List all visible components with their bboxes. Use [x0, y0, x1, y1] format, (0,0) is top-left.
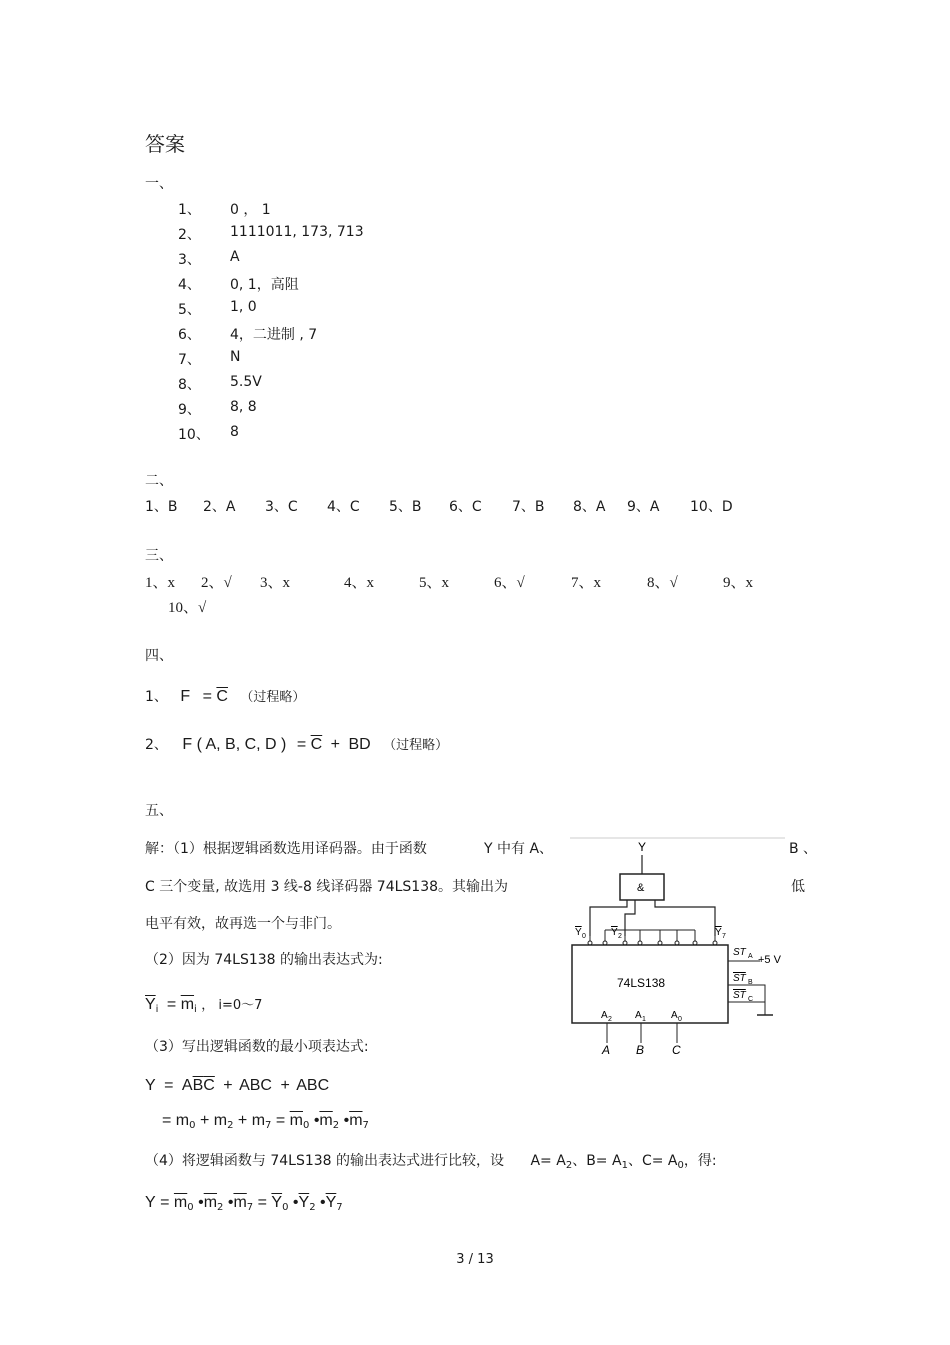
- eq4-eq2: =: [257, 1194, 267, 1211]
- section-1-item-answer: 0, 1，高阻: [230, 277, 299, 293]
- label-a2-sub: 2: [608, 1016, 612, 1023]
- s5-para6c-sub: 1: [621, 1160, 628, 1171]
- section-3-heading: 三、: [145, 548, 173, 564]
- section-2-item: 10、D: [690, 499, 733, 515]
- q1-note: （过程略）: [240, 690, 306, 705]
- section-3-item: 5、x: [419, 575, 450, 591]
- eq4-dot2: •: [227, 1194, 234, 1211]
- s5-para6: [145, 1150, 717, 1171]
- eq4-eq1: =: [160, 1194, 170, 1211]
- eq3b-plus2: +: [237, 1112, 248, 1129]
- eq-yi-tail: ， i=0～7: [201, 998, 263, 1013]
- decoder-output-pins: [588, 930, 717, 945]
- eq-minterm-line1: [145, 1077, 329, 1095]
- s5-para3: 电平有效，故再选一个与非门。: [145, 916, 341, 932]
- eq3b-eq2: =: [275, 1112, 286, 1129]
- eq3b-m2: m: [213, 1112, 228, 1129]
- eq3b-eq: =: [162, 1112, 172, 1129]
- eq3b-s0: 0: [189, 1120, 196, 1131]
- section-1-item-answer: 4，二进制 , 7: [230, 327, 318, 343]
- eq3b-plus1: +: [199, 1112, 210, 1129]
- eq4-m0: $\overline{m}$: [173, 1194, 188, 1211]
- section-1-item-num: 8、: [178, 377, 201, 393]
- eq3-plus1: +: [223, 1077, 233, 1094]
- section-4-q1: [145, 686, 305, 706]
- eq-minterm-line2: [162, 1112, 369, 1131]
- decoder-circuit-diagram: [565, 835, 790, 1060]
- section-1-item-num: 3、: [178, 252, 201, 268]
- section-3-item: 6、√: [494, 575, 525, 591]
- input-a-label: A: [602, 1043, 611, 1057]
- section-1-item-answer: A: [230, 249, 240, 265]
- section-2-item: 3、C: [265, 499, 298, 515]
- label-a0-sub: 0: [678, 1016, 682, 1023]
- eq-yi-rhs: $\overline{m}$: [180, 996, 195, 1013]
- q2-lhs: F ( A, B, C, D ): [182, 736, 287, 753]
- st-a-label: ST: [733, 947, 746, 958]
- q2-eq: =: [296, 736, 307, 753]
- s5-para1c: B 、: [789, 841, 818, 857]
- eq-yi-sub: i: [155, 1004, 159, 1015]
- eq3b-dot1: •: [313, 1112, 320, 1129]
- eq3-t1a: A: [181, 1077, 193, 1094]
- eq-yi-lhs: $\overline{Y}$: [145, 996, 156, 1013]
- eq3-t1c: $\overline{C}$: [203, 1077, 215, 1094]
- section-3-item: 3、x: [260, 575, 291, 591]
- eq4-y0: $\overline{Y}$: [271, 1194, 283, 1211]
- eq3b-nm0: $\overline{m}$: [289, 1112, 303, 1129]
- eq4-y2-sub: 2: [309, 1202, 316, 1213]
- label-a2: A: [601, 1010, 608, 1021]
- eq3b-ns0: 0: [302, 1120, 310, 1131]
- input-c-label: C: [672, 1043, 681, 1057]
- page-title: 答案: [145, 132, 185, 156]
- label-y0-sub: 0: [582, 933, 586, 940]
- s5-para6c: 、B= A: [572, 1153, 622, 1169]
- eq4-y7: $\overline{Y}$: [325, 1194, 337, 1211]
- eq3-plus2: +: [280, 1077, 290, 1094]
- eq-yi-eq: =: [166, 996, 177, 1013]
- eq3-t3: ABC: [296, 1077, 330, 1094]
- s5-para2a: C 三个变量, 故选用 3 线-8 线译码器 74LS138。其输出为: [145, 879, 509, 895]
- section-1-item-num: 9、: [178, 402, 201, 418]
- s5-para6d-sub: 0: [677, 1160, 684, 1171]
- section-1-item-answer: 1, 0: [230, 299, 257, 315]
- section-1-item-num: 1、: [178, 202, 201, 218]
- eq3b-nm2: $\overline{m}$: [319, 1112, 333, 1129]
- section-1-item-answer: N: [230, 349, 241, 365]
- section-3-item: 8、√: [647, 575, 678, 591]
- eq4-s0: 0: [187, 1202, 194, 1213]
- label-a1: A: [635, 1010, 642, 1021]
- nand-gate-symbol: &: [637, 882, 645, 894]
- eq4-m7: $\overline{m}$: [233, 1194, 247, 1211]
- q2-rhs2: BD: [348, 736, 371, 753]
- q2-num: 2、: [145, 737, 168, 753]
- q1-eq: =: [202, 688, 212, 705]
- section-1-item-num: 2、: [178, 227, 201, 243]
- eq3-t2: ABC: [239, 1077, 272, 1094]
- section-3-item: 9、x: [723, 575, 754, 591]
- label-y7-sub: 7: [722, 933, 726, 940]
- st-a-sub: A: [748, 953, 753, 960]
- section-1-item-num: 7、: [178, 352, 201, 368]
- q1-num: 1、: [145, 689, 168, 705]
- section-2-item: 7、B: [512, 499, 545, 515]
- section-3-item: 1、x: [145, 575, 176, 591]
- section-1-item-answer: 0 ， 1: [230, 202, 271, 218]
- eq-yi: [145, 994, 262, 1015]
- section-3-item: 10、√: [168, 600, 207, 616]
- section-2-item: 4、C: [327, 499, 360, 515]
- eq3-t1b: $\overline{B}$: [192, 1077, 204, 1094]
- st-b-label: ST: [733, 973, 746, 984]
- st-c-label: ST: [733, 990, 746, 1001]
- eq4-dot4: •: [320, 1194, 326, 1211]
- s5-para1b: Y 中有 A、: [484, 841, 554, 857]
- eq3b-m0: m: [175, 1112, 190, 1129]
- s5-para5: （3）写出逻辑函数的最小项表达式:: [145, 1039, 369, 1055]
- eq3b-dot2: •: [343, 1112, 350, 1129]
- eq-yi-rsub: i: [194, 1004, 197, 1015]
- input-b-label: B: [636, 1043, 645, 1057]
- q2-rhs1: $\overline{C}$: [310, 736, 323, 753]
- s5-para6b-sub: 2: [565, 1160, 573, 1171]
- wire-y0: [590, 900, 627, 936]
- s5-para6d: 、C= A: [627, 1153, 678, 1169]
- st-b-sub: B: [748, 979, 753, 986]
- chip-label: 74LS138: [617, 976, 666, 990]
- st-c-sub: C: [748, 996, 754, 1003]
- eq4-dot1: •: [198, 1194, 204, 1211]
- eq3b-m7: m: [251, 1112, 266, 1129]
- eq4-s7: 7: [246, 1202, 254, 1213]
- eq4-y7-sub: 7: [336, 1202, 343, 1213]
- eq3b-ns2: 2: [332, 1120, 340, 1131]
- q2-plus: +: [330, 736, 340, 753]
- vcc-label: +5 V: [758, 954, 781, 966]
- q1-lhs: F: [180, 688, 191, 705]
- page-number: 3 / 13: [456, 1252, 494, 1267]
- section-1-item-answer: 1111011, 173, 713: [230, 224, 364, 240]
- eq4-y0-sub: 0: [282, 1202, 289, 1213]
- section-3-item: 2、√: [201, 575, 232, 591]
- eq4-y2: $\overline{Y}$: [298, 1194, 310, 1211]
- section-5-heading: 五、: [145, 803, 173, 819]
- section-2-item: 8、A: [573, 499, 606, 515]
- section-1-item-answer: 8: [230, 424, 239, 440]
- section-1-item-answer: 5.5V: [230, 374, 262, 390]
- eq3-eq: =: [164, 1077, 174, 1094]
- section-1-heading: 一、: [145, 176, 173, 192]
- eq-final: [145, 1194, 343, 1213]
- eq4-s2: 2: [217, 1202, 224, 1213]
- circuit-output-label: Y: [638, 840, 647, 854]
- section-1-item-num: 10、: [178, 427, 210, 443]
- s5-para6a: （4）将逻辑函数与 74LS138 的输出表达式进行比较，设: [145, 1153, 505, 1169]
- q1-rhs: $\overline{C}$: [216, 688, 228, 705]
- section-2-item: 5、B: [389, 499, 422, 515]
- s5-para6e: ，得:: [683, 1153, 717, 1169]
- label-a1-sub: 1: [642, 1016, 646, 1023]
- label-y0: Y: [575, 927, 582, 938]
- section-1-item-num: 6、: [178, 327, 201, 343]
- label-a0: A: [671, 1010, 678, 1021]
- section-3-item: 7、x: [571, 575, 602, 591]
- section-2-item: 6、C: [449, 499, 482, 515]
- section-4-heading: 四、: [145, 648, 173, 664]
- s5-para4: （2）因为 74LS138 的输出表达式为:: [145, 952, 383, 968]
- section-1-item-num: 5、: [178, 302, 201, 318]
- eq3b-s2: 2: [227, 1120, 234, 1131]
- eq3b-s7: 7: [265, 1120, 272, 1131]
- section-2-item: 2、A: [203, 499, 236, 515]
- section-4-q2: [145, 734, 448, 754]
- label-y2-sub: 2: [618, 933, 622, 940]
- eq3-lhs: Y: [145, 1077, 156, 1094]
- section-3-item: 4、x: [344, 575, 375, 591]
- section-2-heading: 二、: [145, 473, 173, 489]
- s5-para6b: A= A: [530, 1153, 566, 1169]
- s5-para2b: 低: [791, 879, 805, 895]
- label-y7: Y: [715, 927, 722, 938]
- eq3b-nm7: $\overline{m}$: [349, 1112, 363, 1129]
- s5-para1a: 解：（1）根据逻辑函数选用译码器。由于函数: [145, 841, 427, 857]
- section-2-item: 1、B: [145, 499, 178, 515]
- eq4-dot3: •: [292, 1194, 299, 1211]
- section-1-item-num: 4、: [178, 277, 201, 293]
- label-y2: Y: [611, 927, 618, 938]
- section-2-item: 9、A: [627, 499, 660, 515]
- eq4-lhs: Y: [145, 1194, 156, 1211]
- section-1-item-answer: 8, 8: [230, 399, 257, 415]
- q2-note: （过程略）: [383, 738, 449, 753]
- eq4-m2: $\overline{m}$: [203, 1194, 218, 1211]
- wire-y7: [655, 900, 715, 936]
- eq3b-ns7: 7: [362, 1120, 369, 1131]
